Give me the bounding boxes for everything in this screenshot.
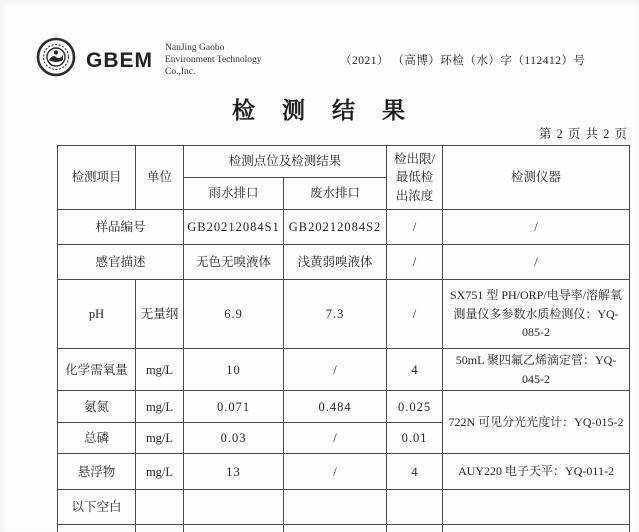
cell-blank-instrument xyxy=(443,490,630,525)
table-row xyxy=(58,280,630,349)
cell-sensory-rain: 无色无嗅液体 xyxy=(184,245,284,280)
cell-ph-limit: / xyxy=(387,280,443,349)
cell-ph-waste: 7.3 xyxy=(284,280,387,349)
header-instrument: 检测仪器 xyxy=(443,146,630,210)
table-row xyxy=(58,490,630,525)
cell-ph-instrument: SX751 型 PH/ORP/电导率/溶解氧测量仪多参数水质检测仪：YQ-085-2 xyxy=(443,280,630,349)
cell-sample-limit: / xyxy=(387,210,443,245)
header-waste-outlet: 废水排口 xyxy=(284,178,387,210)
header-rain-outlet: 雨水排口 xyxy=(184,178,284,210)
cell-phosphorus-waste: / xyxy=(284,423,387,454)
table-row-cutoff xyxy=(58,525,630,532)
cell-blank-limit xyxy=(387,490,443,525)
page-title: 检 测 结 果 xyxy=(232,98,407,123)
cell-suspended-instrument: AUY220 电子天平：YQ-011-2 xyxy=(443,454,630,490)
cell-blank-label: 以下空白 xyxy=(58,490,136,525)
header-test-item: 检测项目 xyxy=(58,146,136,210)
cell-ph-rain: 6.9 xyxy=(184,280,284,349)
header-results-group: 检测点位及检测结果 xyxy=(184,146,387,178)
results-table xyxy=(57,145,630,532)
table-row xyxy=(58,210,630,245)
cell-cod-limit: 4 xyxy=(387,349,443,391)
cell-sensory-label: 感官描述 xyxy=(58,245,184,280)
cell-phosphorus-rain: 0.03 xyxy=(184,423,284,454)
cell-blank-unit xyxy=(136,490,184,525)
cell-sensory-waste: 浅黄弱嗅液体 xyxy=(284,245,387,280)
logo-text: GBEM xyxy=(86,49,153,72)
cell-suspended-label: 悬浮物 xyxy=(58,454,136,490)
table-row xyxy=(58,454,630,490)
cell-cod-label: 化学需氧量 xyxy=(58,349,136,391)
cell-phosphorus-unit: mg/L xyxy=(136,423,184,454)
company-brand xyxy=(36,36,262,78)
cell-ammonia-label: 氨氮 xyxy=(58,391,136,423)
company-name-line3: Co.,Inc. xyxy=(165,67,196,77)
cell-ammonia-rain: 0.071 xyxy=(184,391,284,423)
cell-ph-label: pH xyxy=(58,280,136,349)
header-detection-limit: 检出限/最低检出浓度 xyxy=(387,146,443,210)
header-unit: 单位 xyxy=(136,146,184,210)
table-header-row-1 xyxy=(58,146,630,178)
cell-sensory-limit: / xyxy=(387,245,443,280)
document-number: （2021） （高博）环检（水）字（112412）号 xyxy=(340,55,586,67)
table-row xyxy=(58,245,630,280)
cell-cod-instrument: 50mL 聚四氟乙烯滴定管：YQ-045-2 xyxy=(443,349,630,391)
cell-ph-unit: 无量纲 xyxy=(136,280,184,349)
cell-blank-rain xyxy=(184,490,284,525)
company-name xyxy=(165,36,262,78)
cell-ammonia-limit: 0.025 xyxy=(387,391,443,423)
cell-phosphorus-limit: 0.01 xyxy=(387,423,443,454)
cell-sample-waste: GB20212084S2 xyxy=(284,210,387,245)
cell-ammonia-phos-instrument: 722N 可见分光光度计：YQ-015-2 xyxy=(443,391,630,454)
table-row xyxy=(58,391,630,423)
cell-blank-waste xyxy=(284,490,387,525)
cell-suspended-waste: / xyxy=(284,454,387,490)
company-name-line1: NanJing Gaobo xyxy=(165,43,225,53)
cell-sensory-instrument: / xyxy=(443,245,630,280)
cell-suspended-rain: 13 xyxy=(184,454,284,490)
company-seal-icon xyxy=(36,37,76,77)
cell-sample-instrument: / xyxy=(443,210,630,245)
cell-suspended-unit: mg/L xyxy=(136,454,184,490)
company-name-line2: Environment Technology xyxy=(165,55,262,65)
cell-sample-label: 样品编号 xyxy=(58,210,184,245)
cell-ammonia-waste: 0.484 xyxy=(284,391,387,423)
cell-ammonia-unit: mg/L xyxy=(136,391,184,423)
cell-phosphorus-label: 总磷 xyxy=(58,423,136,454)
cell-suspended-limit: 4 xyxy=(387,454,443,490)
cell-cod-waste: / xyxy=(284,349,387,391)
page-indicator: 第 2 页 共 2 页 xyxy=(538,127,628,141)
cell-sample-rain: GB20212084S1 xyxy=(184,210,284,245)
cell-cod-rain: 10 xyxy=(184,349,284,391)
cell-cod-unit: mg/L xyxy=(136,349,184,391)
table-row xyxy=(58,349,630,391)
